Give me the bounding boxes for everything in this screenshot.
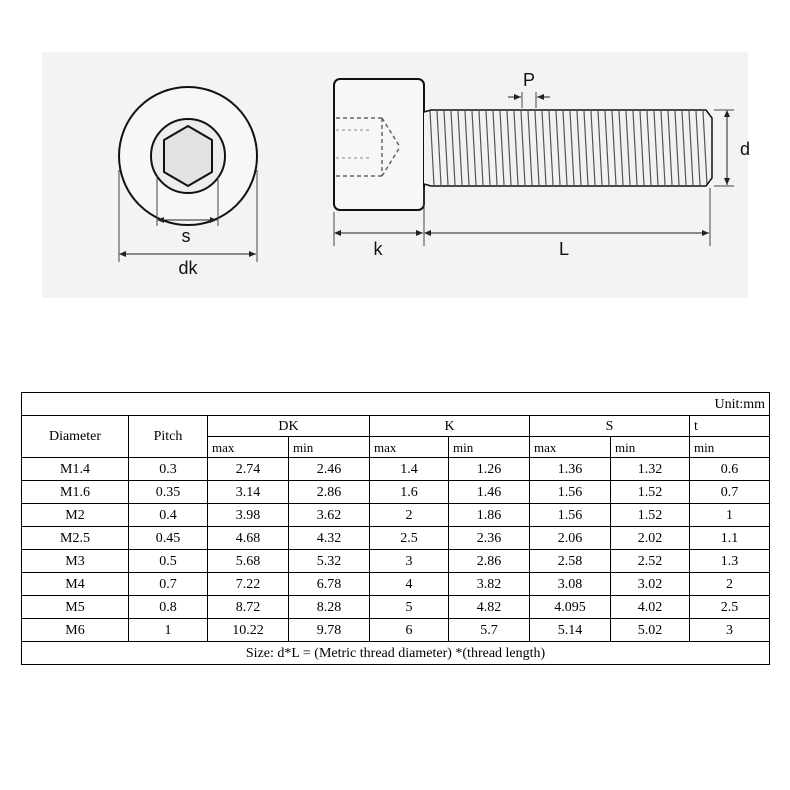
- cell-dk-min: 4.32: [289, 527, 370, 550]
- label-d: d: [739, 139, 751, 159]
- cell-s-max: 5.14: [530, 619, 611, 642]
- cell-s-min: 2.02: [611, 527, 690, 550]
- cell-s-max: 4.095: [530, 596, 611, 619]
- cell-k-min: 2.86: [449, 550, 530, 573]
- cell-dk-min: 2.86: [289, 481, 370, 504]
- footer-row: [22, 642, 770, 665]
- dimension-d: [714, 110, 750, 186]
- cell-dk-min: 3.62: [289, 504, 370, 527]
- table-row: [22, 458, 770, 481]
- head-side-view: [334, 79, 424, 210]
- cell-diameter: M1.6: [22, 481, 129, 504]
- cell-s-min: 1.52: [611, 504, 690, 527]
- cell-t-min: 0.6: [690, 458, 770, 481]
- cell-s-max: 1.36: [530, 458, 611, 481]
- table-row: [22, 596, 770, 619]
- cell-pitch: 0.45: [129, 527, 208, 550]
- cell-k-max: 2: [370, 504, 449, 527]
- cell-s-min: 2.52: [611, 550, 690, 573]
- table-row: [22, 619, 770, 642]
- dimension-l: [425, 188, 710, 259]
- cell-dk-max: 3.98: [208, 504, 289, 527]
- cell-k-max: 4: [370, 573, 449, 596]
- cell-dk-max: 8.72: [208, 596, 289, 619]
- cell-k-max: 3: [370, 550, 449, 573]
- cell-diameter: M3: [22, 550, 129, 573]
- table-row: [22, 481, 770, 504]
- cell-t-min: 3: [690, 619, 770, 642]
- cell-t-min: 2.5: [690, 596, 770, 619]
- cell-dk-max: 2.74: [208, 458, 289, 481]
- cell-k-max: 1.4: [370, 458, 449, 481]
- cell-dk-min: 8.28: [289, 596, 370, 619]
- cell-s-min: 4.02: [611, 596, 690, 619]
- cell-pitch: 0.5: [129, 550, 208, 573]
- cell-s-min: 3.02: [611, 573, 690, 596]
- cell-k-min: 1.86: [449, 504, 530, 527]
- cell-diameter: M4: [22, 573, 129, 596]
- spec-table-container: [21, 392, 769, 665]
- size-formula: Size: d*L = (Metric thread diameter) *(thread length): [22, 642, 770, 665]
- label-p: P: [522, 70, 536, 90]
- cell-k-min: 1.46: [449, 481, 530, 504]
- cell-s-max: 1.56: [530, 504, 611, 527]
- label-k: k: [373, 239, 383, 259]
- header-pitch: Pitch: [129, 416, 208, 458]
- cell-k-min: 4.82: [449, 596, 530, 619]
- cell-s-max: 2.58: [530, 550, 611, 573]
- thread-shank: [424, 110, 712, 186]
- table-row: [22, 504, 770, 527]
- header-row-groups: [22, 416, 770, 437]
- header-s-min: min: [611, 437, 690, 458]
- cell-k-max: 5: [370, 596, 449, 619]
- cell-s-min: 5.02: [611, 619, 690, 642]
- cell-s-max: 3.08: [530, 573, 611, 596]
- cell-k-min: 3.82: [449, 573, 530, 596]
- cell-k-min: 2.36: [449, 527, 530, 550]
- cell-k-max: 1.6: [370, 481, 449, 504]
- cell-k-max: 6: [370, 619, 449, 642]
- cell-dk-min: 2.46: [289, 458, 370, 481]
- header-diameter: Diameter: [22, 416, 129, 458]
- unit-label: Unit:mm: [22, 393, 770, 416]
- table-row: [22, 550, 770, 573]
- label-dk: dk: [178, 258, 198, 278]
- header-s-max: max: [530, 437, 611, 458]
- table-row: [22, 573, 770, 596]
- cell-t-min: 2: [690, 573, 770, 596]
- cell-diameter: M1.4: [22, 458, 129, 481]
- cell-dk-min: 6.78: [289, 573, 370, 596]
- cell-pitch: 0.4: [129, 504, 208, 527]
- cell-dk-max: 7.22: [208, 573, 289, 596]
- cell-t-min: 0.7: [690, 481, 770, 504]
- header-t-min: min: [690, 437, 770, 458]
- cell-t-min: 1.1: [690, 527, 770, 550]
- header-dk: DK: [208, 416, 370, 437]
- cell-k-min: 1.26: [449, 458, 530, 481]
- cell-dk-max: 10.22: [208, 619, 289, 642]
- cell-diameter: M5: [22, 596, 129, 619]
- cell-pitch: 0.7: [129, 573, 208, 596]
- cell-s-max: 1.56: [530, 481, 611, 504]
- cell-s-min: 1.32: [611, 458, 690, 481]
- cell-k-min: 5.7: [449, 619, 530, 642]
- label-s: s: [181, 226, 191, 246]
- header-dk-min: min: [289, 437, 370, 458]
- cell-k-max: 2.5: [370, 527, 449, 550]
- unit-row: [22, 393, 770, 416]
- header-k: K: [370, 416, 530, 437]
- cell-dk-max: 4.68: [208, 527, 289, 550]
- label-l: L: [558, 239, 570, 259]
- cell-t-min: 1: [690, 504, 770, 527]
- cell-pitch: 0.35: [129, 481, 208, 504]
- screw-technical-drawing: [0, 0, 790, 320]
- dimension-p: [508, 70, 550, 108]
- cell-pitch: 1: [129, 619, 208, 642]
- spec-table: [21, 392, 770, 665]
- header-dk-max: max: [208, 437, 289, 458]
- cell-diameter: M6: [22, 619, 129, 642]
- cell-dk-min: 5.32: [289, 550, 370, 573]
- header-k-max: max: [370, 437, 449, 458]
- cell-s-max: 2.06: [530, 527, 611, 550]
- cell-t-min: 1.3: [690, 550, 770, 573]
- cell-diameter: M2.5: [22, 527, 129, 550]
- header-s: S: [530, 416, 690, 437]
- cell-pitch: 0.8: [129, 596, 208, 619]
- header-k-min: min: [449, 437, 530, 458]
- cell-dk-min: 9.78: [289, 619, 370, 642]
- cell-pitch: 0.3: [129, 458, 208, 481]
- cell-diameter: M2: [22, 504, 129, 527]
- head-top-view: [119, 87, 257, 225]
- cell-s-min: 1.52: [611, 481, 690, 504]
- table-row: [22, 527, 770, 550]
- cell-dk-max: 5.68: [208, 550, 289, 573]
- header-t: t: [690, 416, 770, 437]
- cell-dk-max: 3.14: [208, 481, 289, 504]
